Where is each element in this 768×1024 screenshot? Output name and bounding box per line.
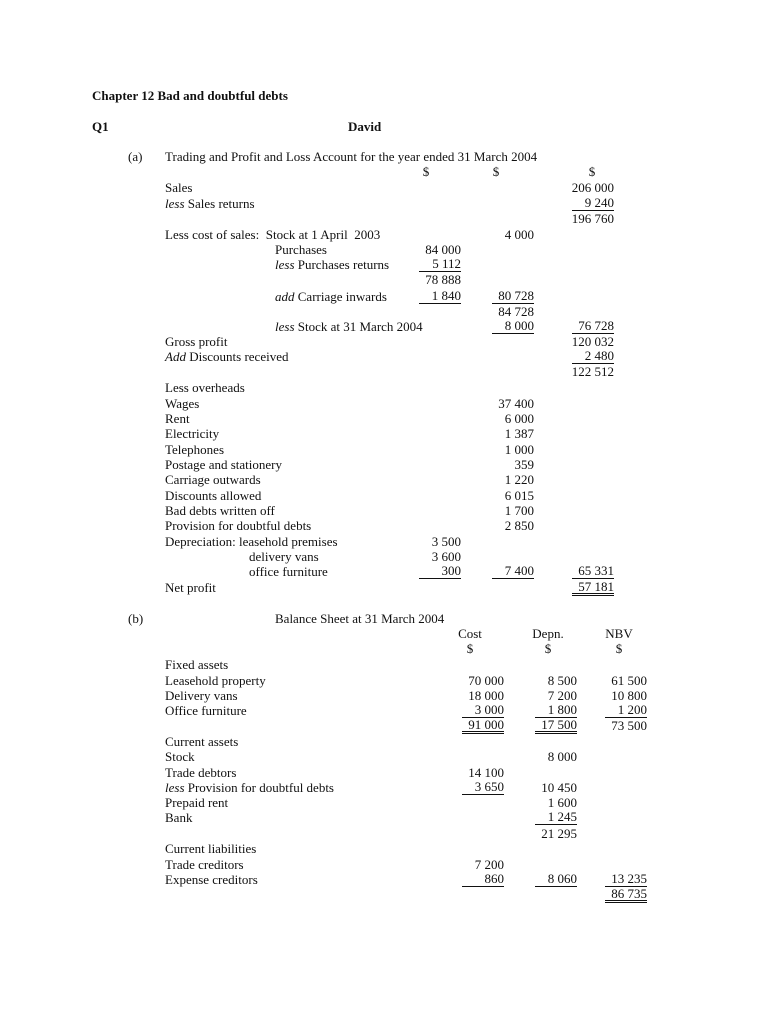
amount-col2: 6 000 [504, 411, 534, 426]
amount-col1: 14 100 [468, 765, 504, 780]
line-label-text: Less overheads [165, 380, 245, 395]
amount-col3: 9 240 [572, 196, 614, 211]
line-label-text: Discounts allowed [165, 488, 262, 503]
line-label-text: Office furniture [165, 703, 247, 718]
amount-col3: 2 480 [572, 349, 614, 364]
amount-col2: 6 015 [504, 488, 534, 503]
column-header-cost: Cost [458, 626, 482, 641]
amount-col3: 1 200 [605, 703, 647, 718]
amount-col1: 860 [462, 872, 504, 887]
line-label-text: Fixed assets [165, 657, 229, 672]
line-label-modifier: less [275, 319, 295, 334]
line-label [165, 734, 238, 749]
line-label [165, 349, 288, 364]
amount-col2: 21 295 [541, 826, 577, 841]
amount-col3: 57 181 [572, 580, 614, 596]
amount-col2: 2 850 [504, 518, 534, 533]
amount-col2: 80 728 [492, 289, 534, 304]
amount-col2: 1 245 [535, 810, 577, 825]
line-label [165, 703, 247, 718]
amount-col1: 78 888 [425, 272, 461, 287]
amount-col3: 120 032 [571, 334, 614, 349]
amount-col1: 70 000 [468, 673, 504, 688]
line-label [165, 857, 244, 872]
amount-col3: 86 735 [605, 887, 647, 903]
line-label [165, 180, 192, 195]
amount-col2: 1 800 [535, 703, 577, 718]
line-label-text: Depreciation: leasehold premises [165, 534, 338, 549]
line-label-text: Rent [165, 411, 190, 426]
line-label [165, 411, 190, 426]
amount-col3: 13 235 [605, 872, 647, 887]
amount-col2: 8 000 [492, 319, 534, 334]
amount-col2: 4 000 [504, 227, 534, 242]
part-b-title: Balance Sheet at 31 March 2004 [275, 611, 445, 626]
amount-col2: 1 387 [504, 426, 534, 441]
amount-col2: 359 [514, 457, 534, 472]
line-label [249, 564, 328, 579]
amount-col2: 8 000 [547, 749, 577, 764]
line-label-text: Bank [165, 810, 193, 825]
amount-col2: 7 200 [547, 688, 577, 703]
line-label [165, 442, 224, 457]
line-label [165, 334, 227, 349]
amount-col2: 7 400 [492, 564, 534, 579]
amount-col3: 76 728 [572, 319, 614, 334]
line-label [275, 242, 327, 257]
line-label [165, 580, 216, 595]
currency-symbol: $ [466, 641, 474, 656]
line-label-text: Current liabilities [165, 841, 257, 856]
column-header-nbv: NBV [605, 626, 633, 641]
line-label-text: Gross profit [165, 334, 228, 349]
amount-col1: 91 000 [462, 718, 504, 734]
line-label-text: Stock at 31 March 2004 [297, 319, 423, 334]
line-label-text: Trade creditors [165, 857, 244, 872]
part-a-label: (a) [128, 149, 143, 164]
line-label [165, 227, 380, 242]
line-label-text: Leasehold property [165, 673, 266, 688]
amount-col3: 122 512 [571, 364, 614, 379]
line-label [165, 872, 258, 887]
amount-col2: 84 728 [498, 304, 534, 319]
amount-col2: 37 400 [498, 396, 534, 411]
chapter-title: Chapter 12 Bad and doubtful debts [92, 88, 288, 103]
line-label-modifier: add [275, 289, 295, 304]
amount-col1: 3 000 [462, 703, 504, 718]
currency-symbol: $ [492, 164, 500, 179]
amount-col1: 84 000 [425, 242, 461, 257]
amount-col1: 300 [419, 564, 461, 579]
line-label [165, 688, 238, 703]
amount-col1: 7 200 [474, 857, 504, 872]
line-label [165, 488, 261, 503]
amount-col2: 8 060 [535, 872, 577, 887]
line-label-text: Sales returns [187, 196, 255, 211]
line-label-text: Carriage outwards [165, 472, 261, 487]
amount-col3: 10 800 [611, 688, 647, 703]
line-label-text: Sales [165, 180, 193, 195]
amount-col2: 1 000 [504, 442, 534, 457]
currency-symbol: $ [615, 641, 623, 656]
line-label-text: Provision for doubtful debts [187, 780, 334, 795]
amount-col2: 1 600 [547, 795, 577, 810]
line-label [165, 841, 256, 856]
amount-col1: 18 000 [468, 688, 504, 703]
line-label [165, 795, 228, 810]
currency-symbol: $ [422, 164, 430, 179]
line-label [165, 426, 219, 441]
line-label-text: Electricity [165, 426, 220, 441]
part-a-title: Trading and Profit and Loss Account for the year ended 31 March 2004 [165, 149, 538, 164]
line-label-modifier: less [165, 780, 185, 795]
line-label [165, 472, 261, 487]
currency-symbol: $ [544, 641, 552, 656]
amount-col2: 8 500 [547, 673, 577, 688]
line-label [165, 518, 311, 533]
line-label-text: Trade debtors [165, 765, 237, 780]
question-number: Q1 [92, 119, 109, 134]
amount-col3: 73 500 [611, 718, 647, 733]
line-label [165, 396, 199, 411]
line-label-text: Telephones [165, 442, 225, 457]
amount-col1: 3 500 [431, 534, 461, 549]
line-label [165, 673, 266, 688]
line-label-text: Less cost of sales: Stock at 1 April 2003 [165, 227, 381, 242]
line-label [165, 196, 255, 211]
line-label-text: Prepaid rent [165, 795, 229, 810]
line-label [165, 534, 338, 549]
business-name: David [348, 119, 382, 134]
amount-col1: 3 650 [462, 780, 504, 795]
line-label-text: Net profit [165, 580, 216, 595]
amount-col1: 5 112 [419, 257, 461, 272]
line-label [275, 257, 389, 272]
line-label-text: delivery vans [249, 549, 319, 564]
column-header-depreciation: Depn. [532, 626, 564, 641]
amount-col2: 1 700 [504, 503, 534, 518]
amount-col1: 3 600 [431, 549, 461, 564]
amount-col3: 61 500 [611, 673, 647, 688]
line-label-text: Wages [165, 396, 200, 411]
line-label [275, 319, 423, 334]
amount-col2: 1 220 [504, 472, 534, 487]
line-label [275, 289, 387, 304]
line-label [249, 549, 319, 564]
amount-col3: 196 760 [571, 211, 614, 226]
line-label-text: Bad debts written off [165, 503, 275, 518]
line-label-modifier: less [165, 196, 185, 211]
part-b-label: (b) [128, 611, 144, 626]
line-label [165, 749, 195, 764]
line-label [165, 765, 236, 780]
amount-col3: 65 331 [572, 564, 614, 579]
line-label-modifier: Add [165, 349, 186, 364]
line-label [165, 380, 245, 395]
line-label-text: Purchases [275, 242, 327, 257]
line-label [165, 457, 282, 472]
amount-col2: 17 500 [535, 718, 577, 734]
amount-col1: 1 840 [419, 289, 461, 304]
line-label-text: Stock [165, 749, 195, 764]
line-label-text: Carriage inwards [297, 289, 387, 304]
line-label [165, 780, 334, 795]
amount-col2: 10 450 [541, 780, 577, 795]
line-label-modifier: less [275, 257, 295, 272]
line-label-text: Expense creditors [165, 872, 258, 887]
line-label-text: Provision for doubtful debts [165, 518, 312, 533]
line-label-text: Discounts received [189, 349, 289, 364]
line-label [165, 657, 228, 672]
line-label [165, 810, 192, 825]
currency-symbol: $ [588, 164, 596, 179]
line-label-text: office furniture [249, 564, 328, 579]
line-label-text: Purchases returns [297, 257, 390, 272]
amount-col3: 206 000 [571, 180, 614, 195]
line-label-text: Postage and stationery [165, 457, 282, 472]
line-label-text: Delivery vans [165, 688, 238, 703]
line-label [165, 503, 275, 518]
line-label-text: Current assets [165, 734, 239, 749]
